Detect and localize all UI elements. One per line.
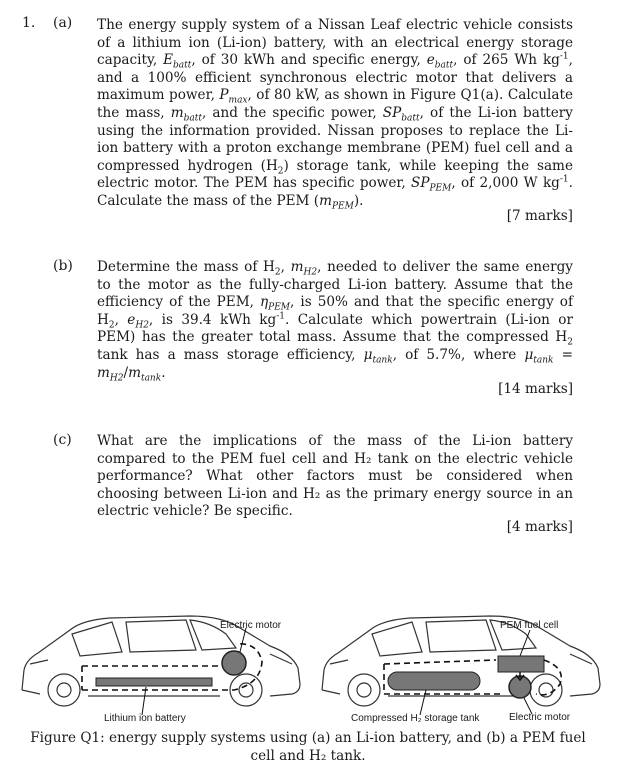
figure-caption: Figure Q1: energy supply systems using (a) an Li-ion battery, and (b) a PEM fuel cell and H₂ tank. xyxy=(30,730,586,764)
part-b-label: (b) xyxy=(53,258,73,274)
part-c-text: What are the implications of the mass of the Li-ion battery compared to the PEM fuel cell and H₂ tank on the electric vehicle performance? What other factors must be considered when choosing between Li-ion and H₂ as the primary energy source in an electric vehicle? Be specific. xyxy=(97,433,573,520)
part-a-label: (a) xyxy=(53,15,73,31)
part-a-text: The energy supply system of a Nissan Leaf electric vehicle consists of a lithium ion (Li-ion) battery, with an electrical energy storage capacity, $E_{batt}$, of 30 kWh and specific energy, $e_{batt}$, of 265 Wh $kg^{-1}$, and a 100% efficient synchronous electric motor that delivers a maximum power, $P_{max}$, of 80 kW, as shown in Figure Q1(a). Calculate the mass, $m_{batt}$, and the specific power, $SP_{batt}$, of the Li-ion battery using the information provided. Nissan proposes to replace the Li-ion battery with a proton exchange membrane (PEM) fuel cell and a compressed hydrogen $(H_2)$ storage tank, while keeping the same electric motor. The PEM has specific power, $SP_{PEM}$, of 2,000 W $kg^{-1}$. Calculate the mass of the PEM $(m_{PEM})$. xyxy=(97,17,573,212)
part-c-marks: [4 marks] xyxy=(506,519,573,535)
lithium-battery-block xyxy=(96,678,212,686)
question-number: 1. xyxy=(22,15,36,31)
label-b-tank: Compressed H₂ storage tank xyxy=(351,713,480,724)
label-a-motor: Electric motor xyxy=(220,620,282,631)
part-a-marks: [7 marks] xyxy=(506,208,573,224)
part-b-text: Determine the mass of $H_2$, $m_{H2}$, needed to deliver the same energy to the motor as the fully-charged Li-ion battery. Assume that the efficiency of the PEM, $\eta_{PEM}$, is 50% and that the specific energy of $H_2$, $e_{H2}$, is 39.4 kWh $kg^{-1}$. Calculate which powertrain (Li-ion or PEM) has the greater total mass. Assume that the compressed $H_2$ tank has a mass storage efficiency, $\mu_{tank}$, of 5.7%, where $\mu_{tank} = m_{H2}/m_{tank}$. xyxy=(97,259,573,384)
part-b-marks: [14 marks] xyxy=(498,381,573,397)
label-b-pem: PEM fuel cell xyxy=(500,620,559,631)
part-c-label: (c) xyxy=(53,432,72,448)
figure-drawing xyxy=(0,598,635,728)
label-b-motor: Electric motor xyxy=(509,712,571,723)
pem-fuelcell-block xyxy=(498,656,544,672)
label-a-battery: Lithium ion battery xyxy=(104,713,186,724)
h2-tank xyxy=(388,672,480,690)
figure-q1 xyxy=(0,598,635,728)
motor-a-circle xyxy=(222,651,246,675)
